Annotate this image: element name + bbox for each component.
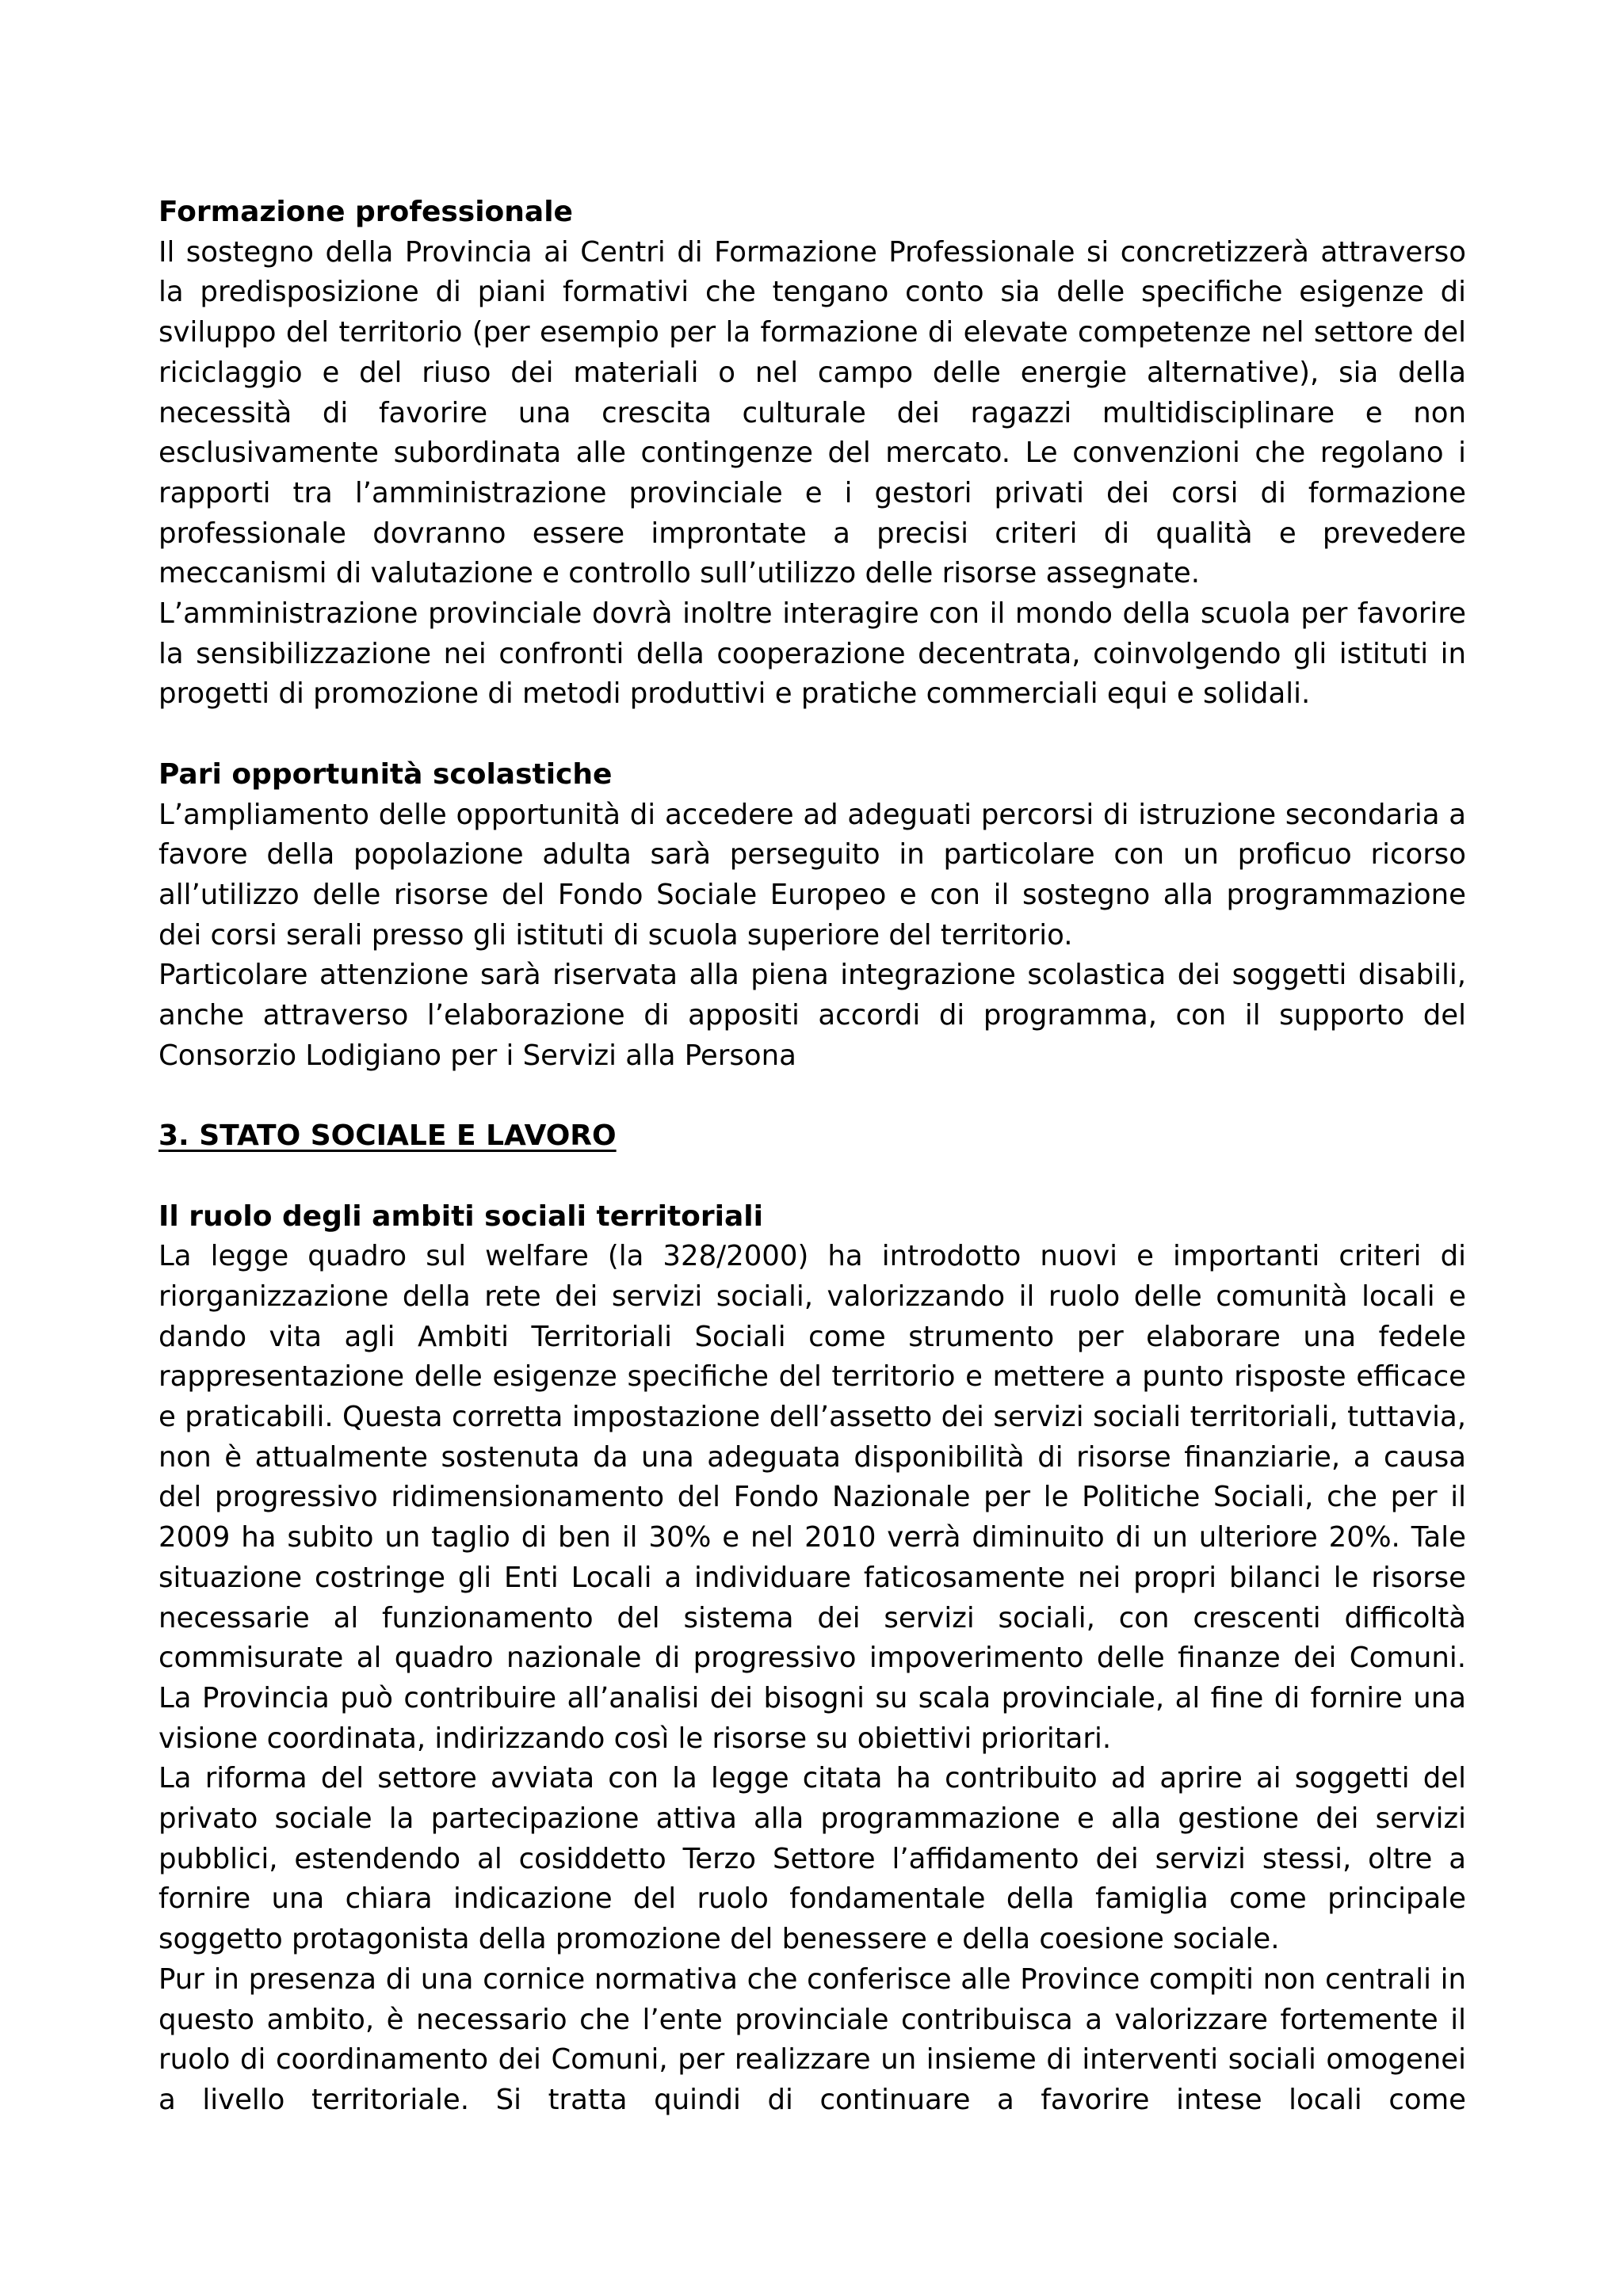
section-pari-opportunita	[158, 755, 1466, 1077]
document-page	[158, 193, 1466, 2121]
section-ambiti-sociali	[158, 1197, 1466, 2121]
paragraph: L’amministrazione provinciale dovrà inoltre interagire con il mondo della scuola per favorire la sensibilizzazione nei confronti della cooperazione decentrata, coinvolgendo gli istituti in progetti di promozione di metodi produttivi e pratiche commerciali equi e solidali.	[158, 597, 1466, 711]
section-heading: Il ruolo degli ambiti sociali territoriali	[158, 1199, 763, 1233]
paragraph: Pur in presenza di una cornice normativa che conferisce alle Province compiti non centrali in questo ambito, è necessario che l’ente provinciale contribuisca a valorizzare fortemente il ruolo di coordinamento dei Comuni, per realizzare un insieme di interventi sociali omogenei a livello territoriale. Si tratta quindi di continuare a favorire intese locali come	[158, 1962, 1466, 2116]
paragraph: Particolare attenzione sarà riservata alla piena integrazione scolastica dei soggetti disabili, anche attraverso l’elaborazione di appositi accordi di programma, con il supporto del Consorzio Lodigiano per i Servizi alla Persona	[158, 959, 1466, 1072]
paragraph: Il sostegno della Provincia ai Centri di Formazione Professionale si concretizzerà attraverso la predisposizione di piani formativi che tengano conto sia delle specifiche esigenze di sviluppo del territorio (per esempio per la formazione di elevate competenze nel settore del riciclaggio e del riuso dei materiali o nel campo delle energie alternative), sia della necessità di favorire una crescita culturale dei ragazzi multidisciplinare e non esclusivamente subordinata alle contingenze del mercato. Le convenzioni che regolano i rapporti tra l’amministrazione provinciale e i gestori privati dei corsi di formazione professionale dovranno essere improntate a precisi criteri di qualità e prevedere meccanismi di valutazione e controllo sull’utilizzo delle risorse assegnate.	[158, 235, 1466, 590]
paragraph: La riforma del settore avviata con la legge citata ha contribuito ad aprire ai soggetti del privato sociale la partecipazione attiva alla programmazione e alla gestione dei servizi pubblici, estendendo al cosiddetto Terzo Settore l’affidamento dei servizi stessi, oltre a fornire una chiara indicazione del ruolo fondamentale della famiglia come principale soggetto protagonista della promozione del benessere e della coesione sociale.	[158, 1762, 1466, 1956]
blank-line	[158, 1157, 1466, 1197]
chapter-heading	[158, 1116, 1466, 1157]
paragraph: L’ampliamento delle opportunità di accedere ad adeguati percorsi di istruzione secondaria a favore della popolazione adulta sarà perseguito in particolare con un proficuo ricorso all’utilizzo delle risorse del Fondo Sociale Europeo e con il sostegno alla programmazione dei corsi serali presso gli istituti di scuola superiore del territorio.	[158, 798, 1466, 952]
section-heading: Pari opportunità scolastiche	[158, 757, 613, 791]
chapter-heading-block	[158, 1116, 1466, 1157]
section-heading: Formazione professionale	[158, 196, 573, 228]
chapter-title: 3. STATO SOCIALE E LAVORO	[158, 1119, 617, 1153]
blank-line	[158, 1076, 1466, 1116]
paragraph: La legge quadro sul welfare (la 328/2000) ha introdotto nuovi e importanti criteri di riorganizzazione della rete dei servizi sociali, valorizzando il ruolo delle comunità locali e dando vita agli Ambiti Territoriali Sociali come strumento per elaborare una fedele rappresentazione delle esigenze specifiche del territorio e mettere a punto risposte efficace e praticabili. Questa corretta impostazione dell’assetto dei servizi sociali territoriali, tuttavia, non è attualmente sostenuta da una adeguata disponibilità di risorse finanziarie, a causa del progressivo ridimensionamento del Fondo Nazionale per le Politiche Sociali, che per il 2009 ha subito un taglio di ben il 30% e nel 2010 verrà diminuito di un ulteriore 20%. Tale situazione costringe gli Enti Locali a individuare faticosamente nei propri bilanci le risorse necessarie al funzionamento del sistema dei servizi sociali, con crescenti difficoltà commisurate al quadro nazionale di progressivo impoverimento delle finanze dei Comuni. La Provincia può contribuire all’analisi dei bisogni su scala provinciale, al fine di fornire una visione coordinata, indirizzando così le risorse su obiettivi prioritari.	[158, 1240, 1466, 1755]
blank-line	[158, 715, 1466, 755]
section-formazione-professionale	[158, 193, 1466, 715]
